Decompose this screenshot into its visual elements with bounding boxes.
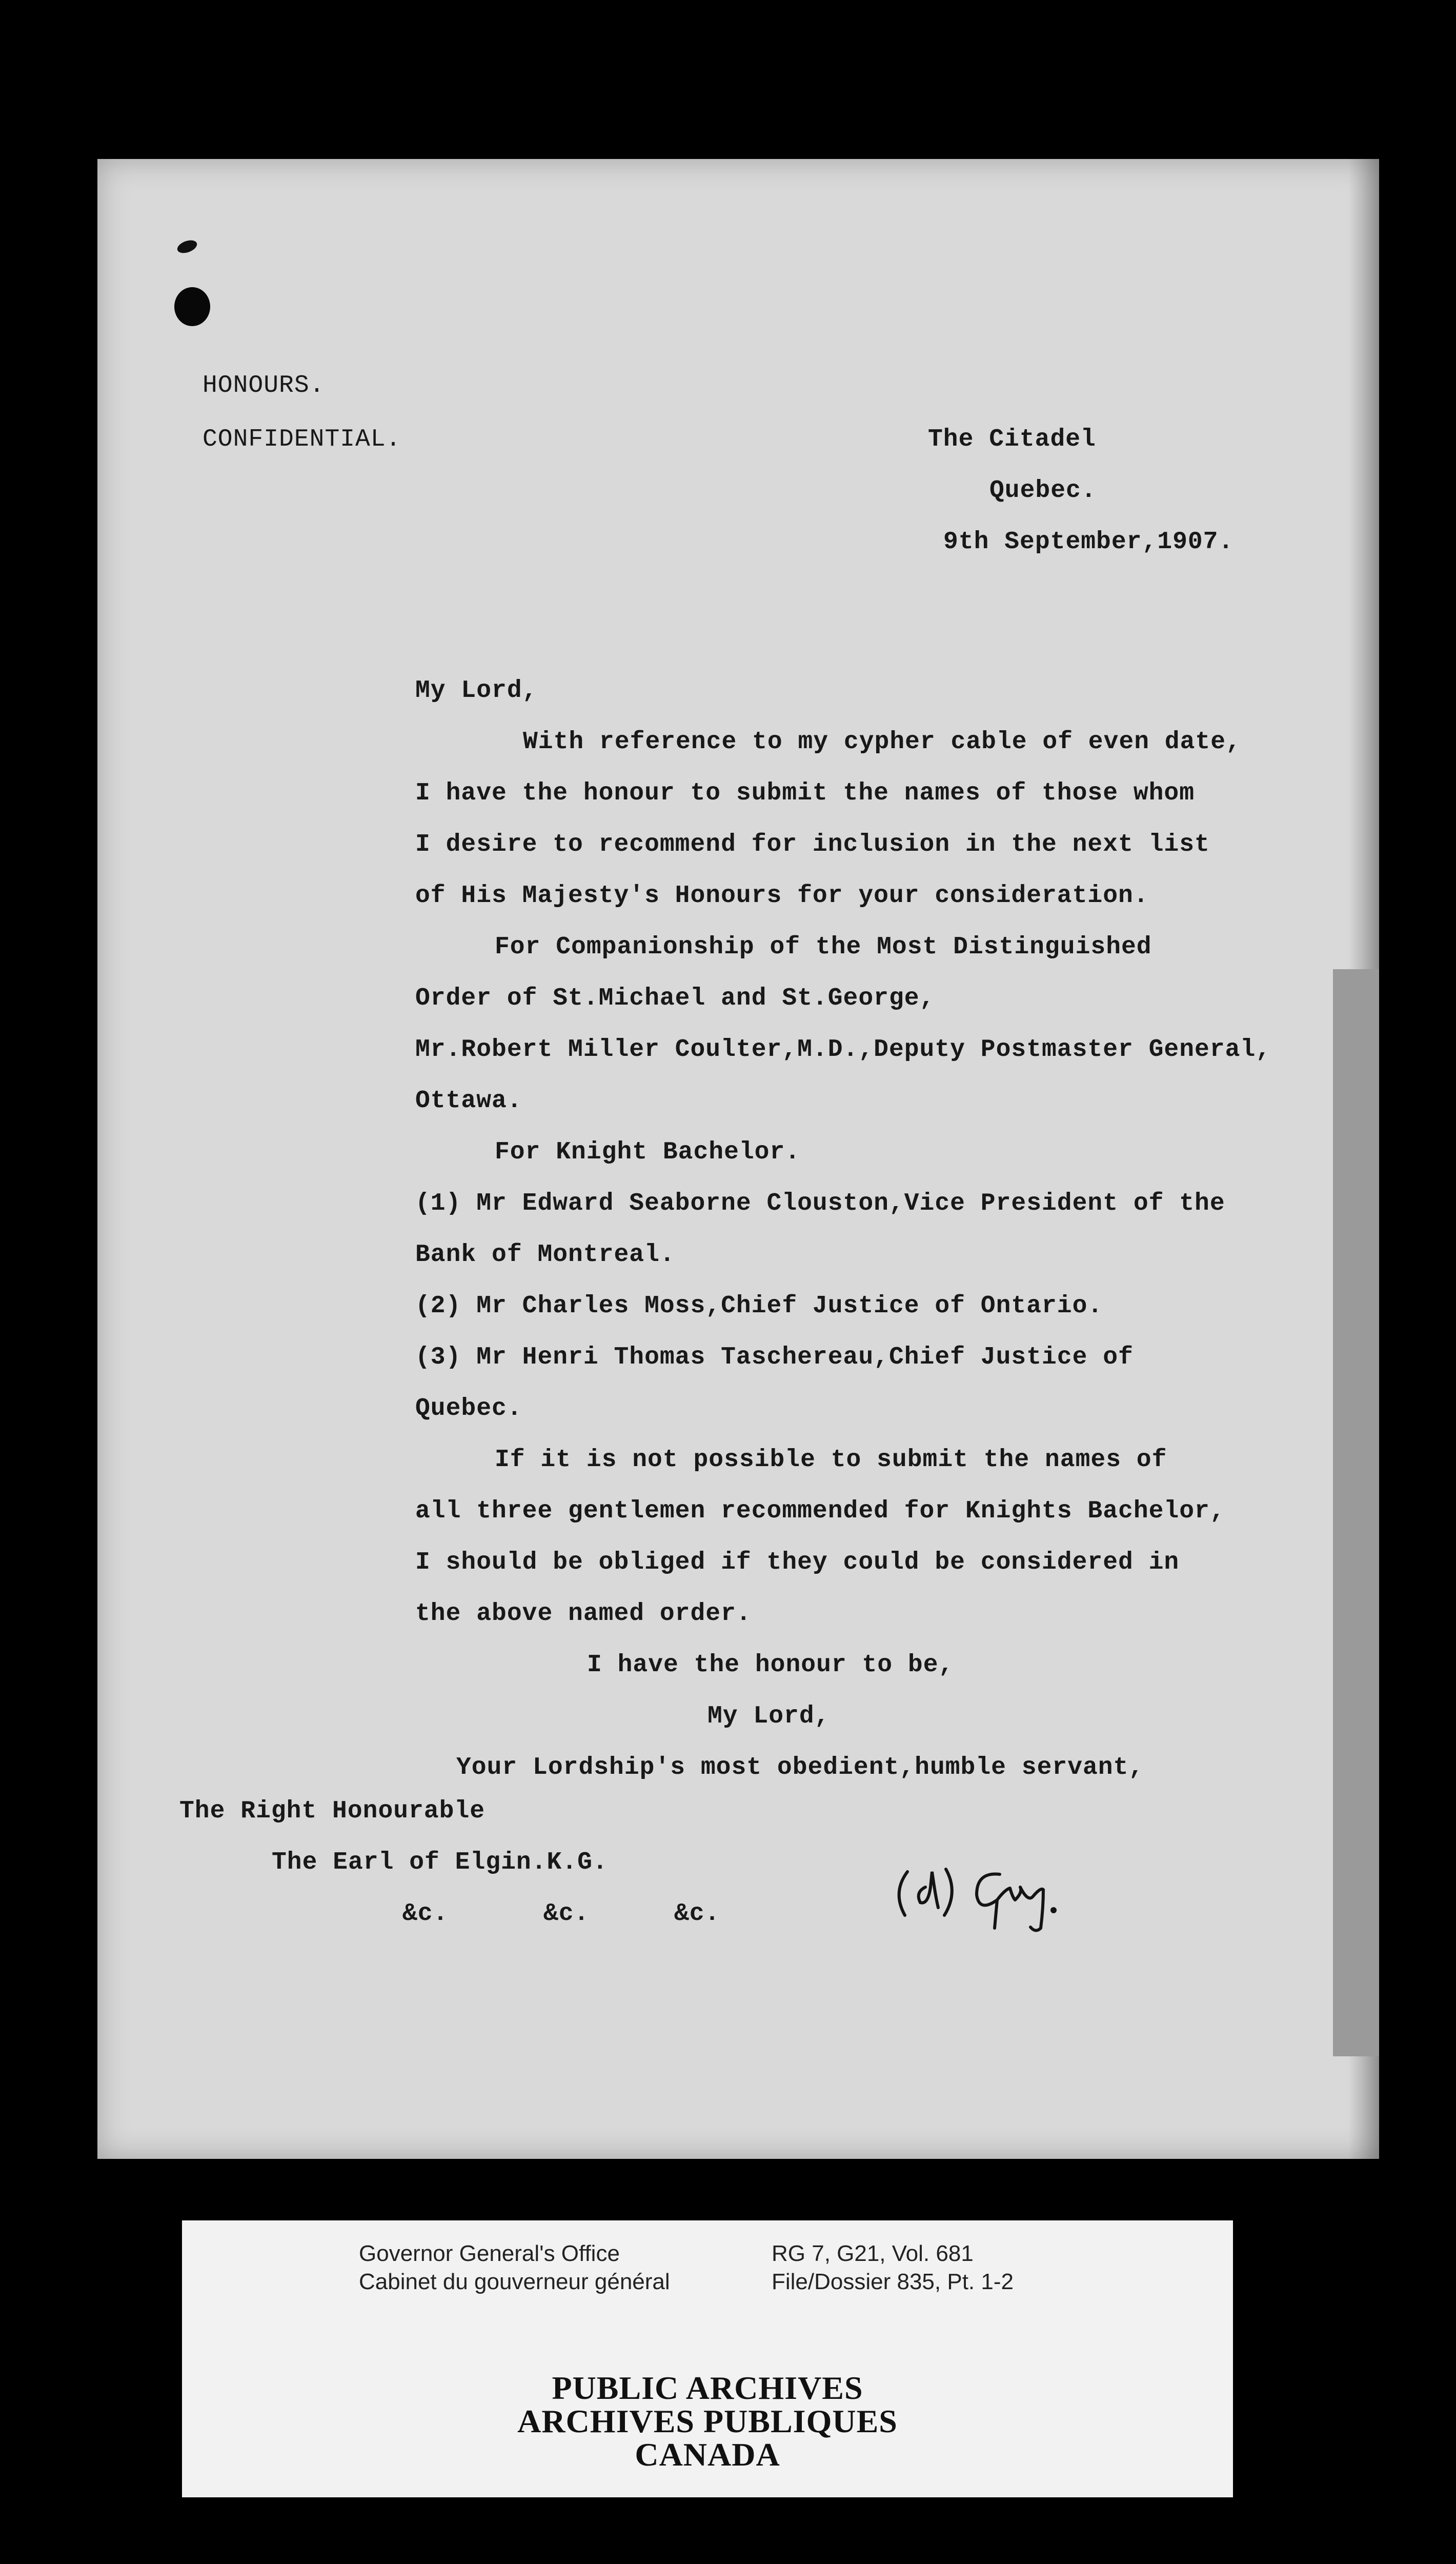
body-line: For Companionship of the Most Distinguished bbox=[495, 933, 1152, 961]
punch-mark bbox=[175, 238, 198, 255]
office-english: Governor General's Office bbox=[359, 2241, 620, 2266]
body-line: I desire to recommend for inclusion in the next list bbox=[415, 831, 1210, 858]
heading-confidential: CONFIDENTIAL. bbox=[203, 426, 401, 453]
body-line: (2) Mr Charles Moss,Chief Justice of Ontario. bbox=[415, 1292, 1103, 1320]
body-line: Bank of Montreal. bbox=[415, 1241, 675, 1269]
letter-date: 9th September,1907. bbox=[943, 528, 1234, 556]
body-line: Mr.Robert Miller Coulter,M.D.,Deputy Postmaster General, bbox=[415, 1036, 1271, 1064]
body-line: I should be obliged if they could be considered in bbox=[415, 1549, 1180, 1576]
page-flap bbox=[1333, 969, 1379, 2056]
heading-honours: HONOURS. bbox=[203, 372, 325, 399]
body-line: of His Majesty's Honours for your consideration. bbox=[415, 882, 1149, 910]
signature bbox=[887, 1851, 1082, 1933]
archives-stamp-line: ARCHIVES PUBLIQUES bbox=[517, 2403, 898, 2439]
body-line: (1) Mr Edward Seaborne Clouston,Vice President of the bbox=[415, 1190, 1225, 1217]
body-line: Order of St.Michael and St.George, bbox=[415, 985, 935, 1012]
body-line: Quebec. bbox=[415, 1395, 522, 1423]
body-line: the above named order. bbox=[415, 1600, 752, 1628]
archive-label bbox=[182, 2220, 1233, 2497]
etc-mark: &c. bbox=[543, 1900, 590, 1928]
body-line: If it is not possible to submit the names of bbox=[495, 1446, 1167, 1474]
address-line: The Citadel bbox=[928, 426, 1096, 453]
closing-line: My Lord, bbox=[707, 1702, 830, 1730]
body-line: (3) Mr Henri Thomas Taschereau,Chief Justice of bbox=[415, 1344, 1134, 1371]
addressee-line: The Earl of Elgin.K.G. bbox=[272, 1849, 608, 1876]
closing-line: Your Lordship's most obedient,humble servant, bbox=[456, 1754, 1144, 1781]
closing-line: I have the honour to be, bbox=[587, 1651, 954, 1679]
body-line: Ottawa. bbox=[415, 1087, 522, 1115]
letter-page bbox=[97, 159, 1379, 2159]
punch-hole bbox=[174, 287, 210, 326]
body-line: For Knight Bachelor. bbox=[495, 1138, 801, 1166]
addressee-line: The Right Honourable bbox=[179, 1797, 486, 1825]
reference-number: RG 7, G21, Vol. 681 bbox=[772, 2241, 974, 2266]
salutation: My Lord, bbox=[415, 677, 538, 705]
signature-drawing bbox=[887, 1851, 1082, 1933]
etc-mark: &c. bbox=[402, 1900, 449, 1928]
etc-mark: &c. bbox=[674, 1900, 720, 1928]
archives-stamp-line: CANADA bbox=[635, 2436, 780, 2473]
body-line: all three gentlemen recommended for Knights Bachelor, bbox=[415, 1497, 1225, 1525]
body-line: I have the honour to submit the names of those whom bbox=[415, 779, 1195, 807]
archives-stamp-line: PUBLIC ARCHIVES bbox=[552, 2370, 863, 2406]
body-line: With reference to my cypher cable of even date, bbox=[523, 728, 1241, 756]
office-french: Cabinet du gouverneur général bbox=[359, 2269, 670, 2294]
address-line: Quebec. bbox=[989, 477, 1097, 505]
file-number: File/Dossier 835, Pt. 1-2 bbox=[772, 2269, 1014, 2294]
